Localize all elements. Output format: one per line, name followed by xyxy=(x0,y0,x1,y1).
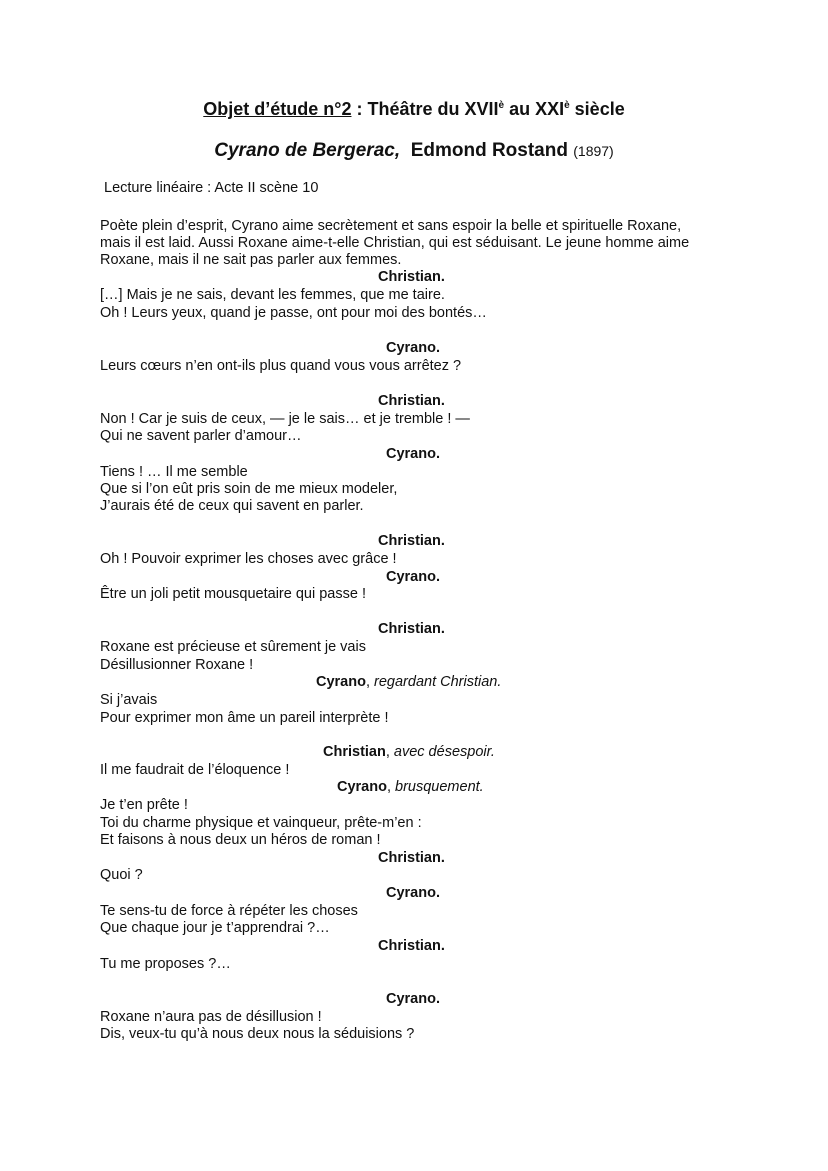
title-sup-2: è xyxy=(564,100,570,111)
verse-line: Pour exprimer mon âme un pareil interprète ! xyxy=(100,710,389,726)
speaker-punct: , xyxy=(385,744,390,760)
intro-line: mais il est laid. Aussi Roxane aime-t-elle Christian, qui est séduisant. Le jeune homme aime xyxy=(100,235,690,251)
verse-line: Non ! Car je suis de ceux, — je le sais… et je tremble ! — xyxy=(100,411,470,427)
speaker-punct: . xyxy=(435,991,440,1007)
speaker-name: Cyrano xyxy=(316,674,366,690)
verse-line: Toi du charme physique et vainqueur, prête-m’en : xyxy=(100,815,422,831)
speaker-cyrano xyxy=(386,884,440,902)
title-theme-2: au XXI xyxy=(504,99,565,119)
verse-line: Qui ne savent parler d’amour… xyxy=(100,428,302,444)
verse-line: Que chaque jour je t’apprendrai ?… xyxy=(100,920,330,936)
verse-line: Oh ! Pouvoir exprimer les choses avec grâce ! xyxy=(100,551,397,567)
work-subtitle xyxy=(0,140,828,162)
speaker-christian xyxy=(378,849,445,867)
speaker-name: Christian xyxy=(378,621,441,637)
verse-line: Que si l’on eût pris soin de me mieux modeler, xyxy=(100,481,398,497)
speaker-name: Christian xyxy=(323,744,386,760)
stage-direction: brusquement. xyxy=(391,779,484,795)
speaker-punct: . xyxy=(435,885,440,901)
speaker-punct: . xyxy=(440,393,445,409)
intro-line: Poète plein d’esprit, Cyrano aime secrètement et sans espoir la belle et spirituelle Roxane, xyxy=(100,218,682,234)
speaker-cyrano-direction xyxy=(316,673,501,691)
speaker-punct: . xyxy=(440,269,445,285)
stage-direction: avec désespoir. xyxy=(389,744,495,760)
speaker-punct: , xyxy=(365,674,370,690)
title-sup-1: è xyxy=(498,100,505,111)
speaker-name: Christian xyxy=(378,850,441,866)
speaker-name: Christian xyxy=(378,533,441,549)
stage-direction: regardant Christian. xyxy=(370,674,502,690)
speaker-cyrano xyxy=(386,990,440,1008)
speaker-punct: . xyxy=(440,938,445,954)
verse-line: Dis, veux-tu qu’à nous deux nous la séduisions ? xyxy=(100,1026,415,1042)
work-author: Edmond Rostand xyxy=(410,140,568,161)
speaker-christian xyxy=(378,268,445,286)
speaker-christian xyxy=(378,937,445,955)
verse-line: Je t’en prête ! xyxy=(100,797,188,813)
speaker-name: Cyrano xyxy=(337,779,387,795)
speaker-name: Cyrano xyxy=(386,446,436,462)
work-year: (1897) xyxy=(573,143,614,159)
speaker-cyrano xyxy=(386,445,440,463)
verse-line: Si j’avais xyxy=(100,692,158,708)
speaker-punct: . xyxy=(440,533,445,549)
speaker-christian xyxy=(378,620,445,638)
speaker-name: Christian xyxy=(378,269,441,285)
speaker-name: Christian xyxy=(378,938,441,954)
reading-label: Lecture linéaire : Acte II scène 10 xyxy=(104,180,319,196)
title-theme-3: siècle xyxy=(569,99,625,119)
speaker-christian-direction xyxy=(323,743,495,761)
speaker-name: Christian xyxy=(378,393,441,409)
verse-line: J’aurais été de ceux qui savent en parler. xyxy=(100,498,364,514)
verse-line: Roxane n’aura pas de désillusion ! xyxy=(100,1009,322,1025)
speaker-punct: , xyxy=(386,779,391,795)
speaker-punct: . xyxy=(440,621,445,637)
speaker-punct: . xyxy=(435,446,440,462)
verse-line: Tiens ! … Il me semble xyxy=(100,464,248,480)
verse-line: Quoi ? xyxy=(100,867,143,883)
speaker-name: Cyrano xyxy=(386,340,436,356)
verse-line: […] Mais je ne sais, devant les femmes, que me taire. xyxy=(100,287,445,303)
title-object: Objet d’étude n°2 xyxy=(203,99,352,119)
speaker-cyrano-direction xyxy=(337,778,484,796)
speaker-christian xyxy=(378,392,445,410)
intro-line: Roxane, mais il ne sait pas parler aux femmes. xyxy=(100,252,402,268)
verse-line: Être un joli petit mousquetaire qui passe ! xyxy=(100,586,366,602)
title-theme: : Théâtre du XVII xyxy=(351,99,499,119)
verse-line: Roxane est précieuse et sûrement je vais xyxy=(100,639,366,655)
verse-line: Oh ! Leurs yeux, quand je passe, ont pour moi des bontés… xyxy=(100,305,487,321)
verse-line: Tu me proposes ?… xyxy=(100,956,231,972)
verse-line: Te sens-tu de force à répéter les choses xyxy=(100,903,358,919)
document-title xyxy=(0,99,828,120)
verse-line: Désillusionner Roxane ! xyxy=(100,657,254,673)
verse-line: Il me faudrait de l’éloquence ! xyxy=(100,762,290,778)
speaker-punct: . xyxy=(440,850,445,866)
speaker-cyrano xyxy=(386,339,440,357)
speaker-punct: . xyxy=(435,340,440,356)
speaker-christian xyxy=(378,532,445,550)
verse-line: Leurs cœurs n’en ont-ils plus quand vous vous arrêtez ? xyxy=(100,358,462,374)
speaker-cyrano xyxy=(386,568,440,586)
speaker-punct: . xyxy=(435,569,440,585)
work-title: Cyrano de Bergerac, xyxy=(214,140,401,161)
speaker-name: Cyrano xyxy=(386,885,436,901)
speaker-name: Cyrano xyxy=(386,569,436,585)
speaker-name: Cyrano xyxy=(386,991,436,1007)
verse-line: Et faisons à nous deux un héros de roman ! xyxy=(100,832,381,848)
